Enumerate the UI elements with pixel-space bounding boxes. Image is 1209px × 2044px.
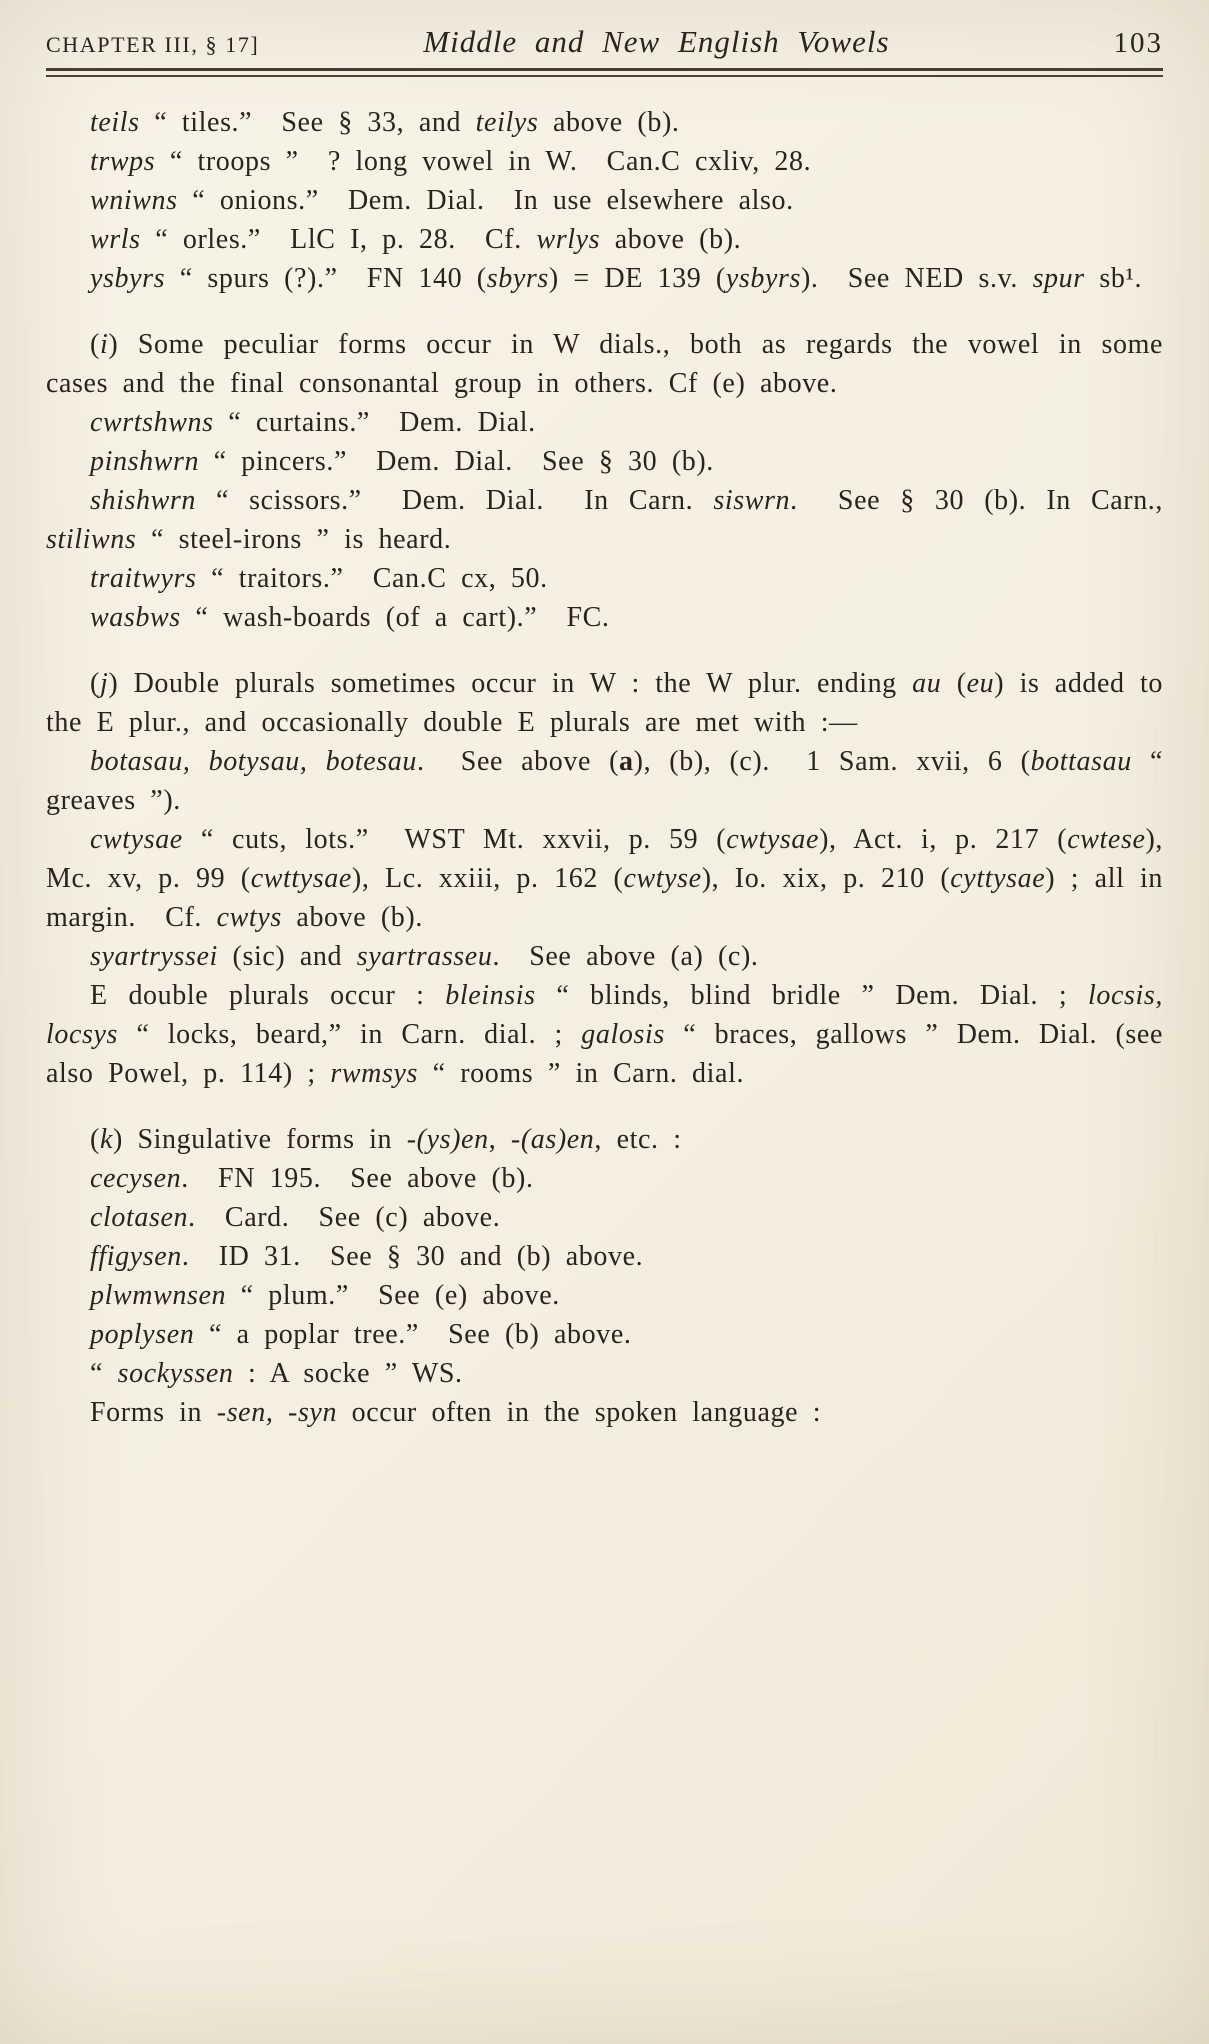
body-text: ( <box>90 329 100 360</box>
body-text: ( <box>941 668 967 699</box>
paragraph <box>46 1315 1163 1354</box>
body-text: E double plurals occur : <box>90 980 446 1011</box>
body-text: sb¹. <box>1084 263 1143 294</box>
paragraph <box>46 1276 1163 1315</box>
italic-term: cwttysae <box>250 863 352 894</box>
body-text: ( <box>90 668 100 699</box>
body-text: “ pincers.” Dem. Dial. See § 30 (b). <box>199 446 714 477</box>
body-text: ), Mc. xv, p. 99 ( <box>46 824 1164 894</box>
body-text: ), Io. xix, p. 210 ( <box>701 863 951 894</box>
paragraph <box>46 559 1163 598</box>
body-text: ) Double plurals sometimes occur in W : the W plur. ending <box>108 668 913 699</box>
italic-term: siswrn <box>713 485 791 516</box>
body-text: “ cuts, lots.” WST Mt. xxvii, p. 59 ( <box>182 824 727 855</box>
page-number: 103 <box>1113 27 1163 59</box>
body-text: above (b). <box>538 107 680 138</box>
italic-term: bottasau <box>1030 746 1132 777</box>
body-text: ), (b), (c). 1 Sam. xvii, 6 ( <box>633 746 1031 777</box>
italic-term: trwps <box>90 146 156 177</box>
italic-term: rwmsys <box>330 1058 418 1089</box>
paragraph <box>46 1354 1163 1393</box>
body-text: “ tiles.” See § 33, and <box>139 107 476 138</box>
paragraph <box>46 598 1163 637</box>
paragraph <box>46 1198 1163 1237</box>
italic-term: stiliwns <box>46 524 137 555</box>
italic-term: eu <box>966 668 995 699</box>
body-text: “ locks, beard,” in Carn. dial. ; <box>118 1019 582 1050</box>
italic-term: pinshwrn <box>90 446 200 477</box>
body-text: “ a poplar tree.” See (b) above. <box>194 1319 632 1350</box>
body-text: , etc. : <box>594 1124 682 1155</box>
italic-term: ysbyrs <box>90 263 166 294</box>
body-text: “ blinds, blind bridle ” Dem. Dial. ; <box>535 980 1089 1011</box>
italic-term: bleinsis <box>445 980 536 1011</box>
body-text: “ spurs (?).” FN 140 ( <box>165 263 487 294</box>
body-text: ) Some peculiar forms occur in W dials., both as regards the vowel in some cases and the final consonantal group in others. Cf (e) above. <box>46 329 1163 399</box>
paragraph <box>46 1159 1163 1198</box>
body-text: “ plum.” See (e) above. <box>226 1280 560 1311</box>
body-text: Forms in <box>90 1397 217 1428</box>
italic-term: au <box>912 668 942 699</box>
paragraph <box>46 325 1163 403</box>
italic-term: wasbws <box>90 602 181 633</box>
body-text: , <box>488 1124 511 1155</box>
italic-term: galosis <box>581 1019 665 1050</box>
body-text: “ braces, gallows ” Dem. Dial. (see also Powel, p. 114) ; <box>46 1019 1163 1089</box>
italic-term: syartrasseu <box>356 941 493 972</box>
body-text: . See above (a) (c). <box>492 941 759 972</box>
italic-term: cwtyse <box>623 863 702 894</box>
italic-term: -(ys)en <box>406 1124 489 1155</box>
double-rule <box>46 68 1163 77</box>
italic-term: syartryssei <box>90 941 218 972</box>
body-text: “ scissors.” Dem. Dial. In Carn. <box>195 485 714 516</box>
body-text: . ID 31. See § 30 and (b) above. <box>181 1241 644 1272</box>
body-text: . FN 195. See above (b). <box>181 1163 534 1194</box>
paragraph <box>46 937 1163 976</box>
chapter-heading: CHAPTER III, § 17] <box>46 32 260 57</box>
paragraph <box>46 259 1163 298</box>
italic-term: sockyssen <box>117 1358 234 1389</box>
italic-term: poplysen <box>90 1319 195 1350</box>
italic-term: plwmwnsen <box>90 1280 227 1311</box>
bold-text: a <box>619 746 634 777</box>
body-text: above (b). <box>600 224 742 255</box>
paragraph <box>46 820 1163 937</box>
italic-term: shishwrn <box>90 485 196 516</box>
page-body <box>0 77 1209 1432</box>
italic-term: teilys <box>475 107 539 138</box>
italic-term: ffigysen <box>90 1241 182 1272</box>
body-text: ) ; all in margin. Cf. <box>46 863 1163 933</box>
body-text: “ traitors.” Can.C cx, 50. <box>196 563 548 594</box>
italic-term: wrls <box>90 224 141 255</box>
body-text: ), Lc. xxiii, p. 162 ( <box>351 863 624 894</box>
italic-term: locsis, locsys <box>46 980 1163 1050</box>
paragraph <box>46 1237 1163 1276</box>
paragraph <box>46 481 1163 559</box>
italic-term: cwrtshwns <box>90 407 214 438</box>
body-text: ) Singulative forms in <box>112 1124 407 1155</box>
body-text: “ <box>90 1358 118 1389</box>
body-text: “ onions.” Dem. Dial. In use elsewhere also. <box>177 185 794 216</box>
body-text: . See § 30 (b). In Carn., <box>790 485 1163 516</box>
paragraph <box>46 742 1163 820</box>
italic-term: clotasen <box>90 1202 189 1233</box>
body-text: (sic) and <box>217 941 357 972</box>
italic-term: botasau, botysau, botesau <box>90 746 417 777</box>
running-header <box>0 0 1209 60</box>
italic-term: wniwns <box>90 185 178 216</box>
body-text: ) is added to the E plur., and occasionally double E plurals are met with :— <box>46 668 1164 738</box>
body-text: “ curtains.” Dem. Dial. <box>213 407 536 438</box>
paragraph <box>46 664 1163 742</box>
italic-term: cyttysae <box>950 863 1046 894</box>
paragraph <box>46 976 1163 1093</box>
body-text: ), Act. i, p. 217 ( <box>819 824 1068 855</box>
italic-term: cecysen <box>90 1163 182 1194</box>
body-text: . See above ( <box>416 746 620 777</box>
paragraph <box>46 1393 1163 1432</box>
body-text: “ rooms ” in Carn. dial. <box>418 1058 745 1089</box>
body-text: ( <box>90 1124 100 1155</box>
italic-term: traitwyrs <box>90 563 197 594</box>
body-text: . Card. See (c) above. <box>188 1202 501 1233</box>
italic-term: cwtese <box>1067 824 1146 855</box>
body-text: “ troops ” ? long vowel in W. Can.C cxliv, 28. <box>155 146 812 177</box>
paragraph <box>46 142 1163 181</box>
body-text: occur often in the spoken language : <box>337 1397 822 1428</box>
body-text: ). See NED s.v. <box>800 263 1033 294</box>
italic-term: wrlys <box>536 224 601 255</box>
italic-term: cwtysae <box>726 824 820 855</box>
italic-term: spur <box>1032 263 1085 294</box>
italic-term: cwtys <box>216 902 282 933</box>
body-text: “ orles.” LlC I, p. 28. Cf. <box>140 224 537 255</box>
paragraph <box>46 442 1163 481</box>
italic-term: cwtysae <box>90 824 183 855</box>
italic-term: k <box>99 1124 113 1155</box>
paragraph <box>46 181 1163 220</box>
paragraph <box>46 220 1163 259</box>
body-text: “ greaves ”). <box>46 746 1163 816</box>
paragraph <box>46 103 1163 142</box>
body-text: “ wash-boards (of a cart).” FC. <box>180 602 610 633</box>
italic-term: teils <box>90 107 140 138</box>
italic-term: sbyrs <box>486 263 549 294</box>
body-text: above (b). <box>281 902 423 933</box>
paragraph <box>46 1120 1163 1159</box>
italic-term: -(as)en <box>510 1124 595 1155</box>
page-title: Middle and New English Vowels <box>423 24 890 59</box>
italic-term: i <box>99 329 109 360</box>
italic-term: -sen, -syn <box>216 1397 338 1428</box>
body-text: “ steel-irons ” is heard. <box>136 524 452 555</box>
body-text: ) = DE 139 ( <box>548 263 726 294</box>
body-text: : A socke ” WS. <box>233 1358 463 1389</box>
italic-term: ysbyrs <box>725 263 801 294</box>
italic-term: j <box>99 668 109 699</box>
paragraph <box>46 403 1163 442</box>
